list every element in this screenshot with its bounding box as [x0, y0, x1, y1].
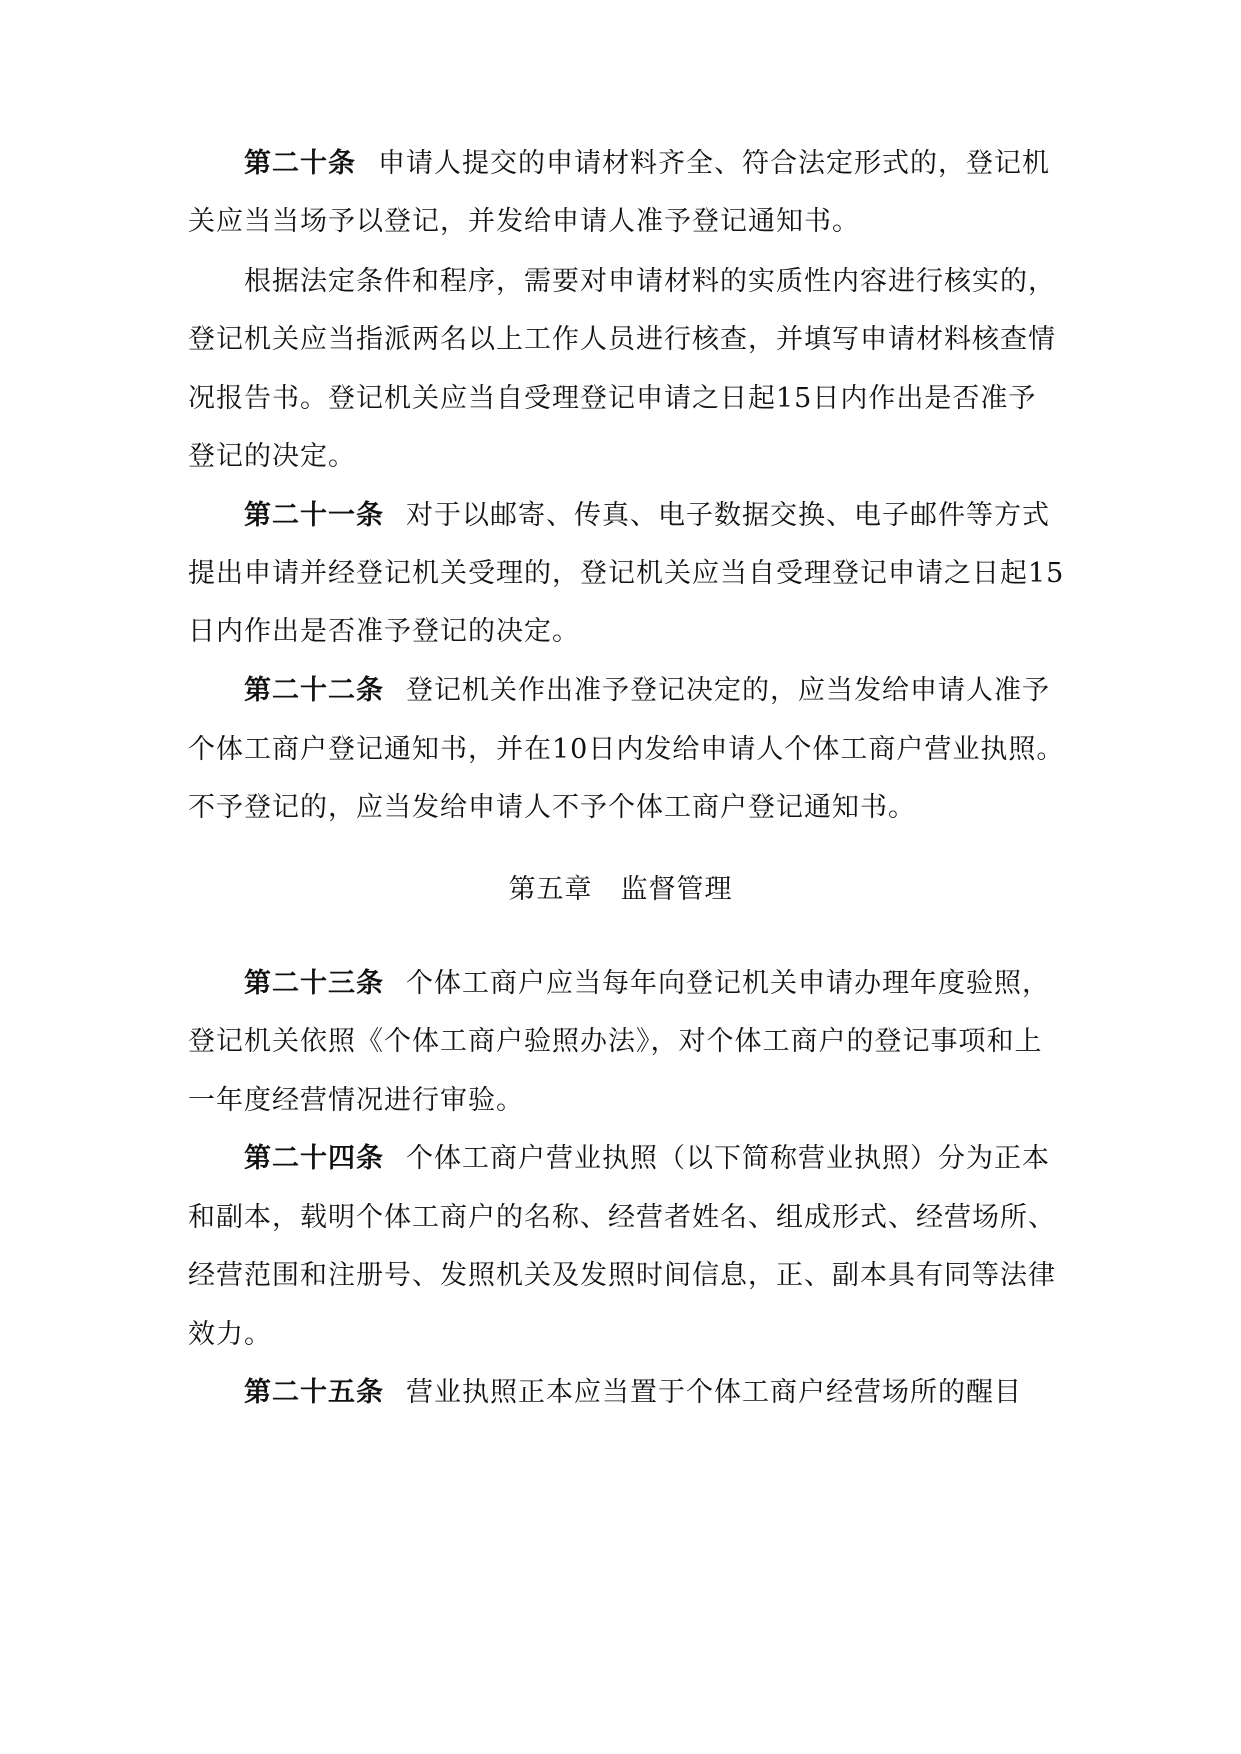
article-20-para-2-line-3: 况报告书。登记机关应当自受理登记申请之日起15日内作出是否准予 [188, 383, 1037, 414]
article-21-line-3: 日内作出是否准予登记的决定。 [188, 616, 580, 647]
article-25-line-1 [244, 1373, 1068, 1413]
article-20-label: 第二十条 [244, 148, 356, 179]
article-24-label: 第二十四条 [244, 1143, 384, 1174]
article-23-line-1 [244, 964, 1068, 1004]
article-22-text-1: 登记机关作出准予登记决定的，应当发给申请人准予 [406, 675, 1050, 706]
article-20-para-2-line-1: 根据法定条件和程序，需要对申请材料的实质性内容进行核实的， [244, 266, 1056, 297]
article-22-line-3: 不予登记的，应当发给申请人不予个体工商户登记通知书。 [188, 792, 916, 823]
chapter-title: 监督管理 [620, 874, 733, 905]
article-20-para-2-line-4: 登记的决定。 [188, 441, 356, 472]
article-24-line-3: 经营范围和注册号、发照机关及发照时间信息，正、副本具有同等法律 [188, 1260, 1056, 1291]
article-25-label: 第二十五条 [244, 1377, 384, 1408]
article-24-text-1: 个体工商户营业执照（以下简称营业执照）分为正本 [406, 1143, 1050, 1174]
article-24-line-1 [244, 1139, 1068, 1179]
article-22-line-1 [244, 671, 1068, 711]
article-21-line-2: 提出申请并经登记机关受理的，登记机关应当自受理登记申请之日起15 [188, 558, 1065, 589]
article-21-text-1: 对于以邮寄、传真、电子数据交换、电子邮件等方式 [406, 500, 1050, 531]
article-22-label: 第二十二条 [244, 675, 384, 706]
chapter-number: 第五章 [508, 874, 593, 905]
article-23-text-1: 个体工商户应当每年向登记机关申请办理年度验照， [406, 968, 1050, 999]
article-20-text-1: 申请人提交的申请材料齐全、符合法定形式的，登记机 [378, 148, 1050, 179]
article-24-line-4: 效力。 [188, 1319, 272, 1350]
article-21-line-1 [244, 496, 1068, 536]
article-20-para-2-line-2: 登记机关应当指派两名以上工作人员进行核查，并填写申请材料核查情 [188, 324, 1056, 355]
article-20-line-2: 关应当当场予以登记，并发给申请人准予登记通知书。 [188, 206, 860, 237]
article-25-text-1: 营业执照正本应当置于个体工商户经营场所的醒目 [406, 1377, 1022, 1408]
article-24-line-2: 和副本，载明个体工商户的名称、经营者姓名、组成形式、经营场所、 [188, 1202, 1056, 1233]
article-22-line-2: 个体工商户登记通知书，并在10日内发给申请人个体工商户营业执照。 [188, 734, 1065, 765]
article-20-line-1 [244, 144, 1068, 184]
chapter-heading [0, 870, 1241, 910]
article-23-line-2: 登记机关依照《个体工商户验照办法》，对个体工商户的登记事项和上 [188, 1026, 1043, 1057]
article-23-line-3: 一年度经营情况进行审验。 [188, 1085, 524, 1116]
article-21-label: 第二十一条 [244, 500, 384, 531]
article-23-label: 第二十三条 [244, 968, 384, 999]
